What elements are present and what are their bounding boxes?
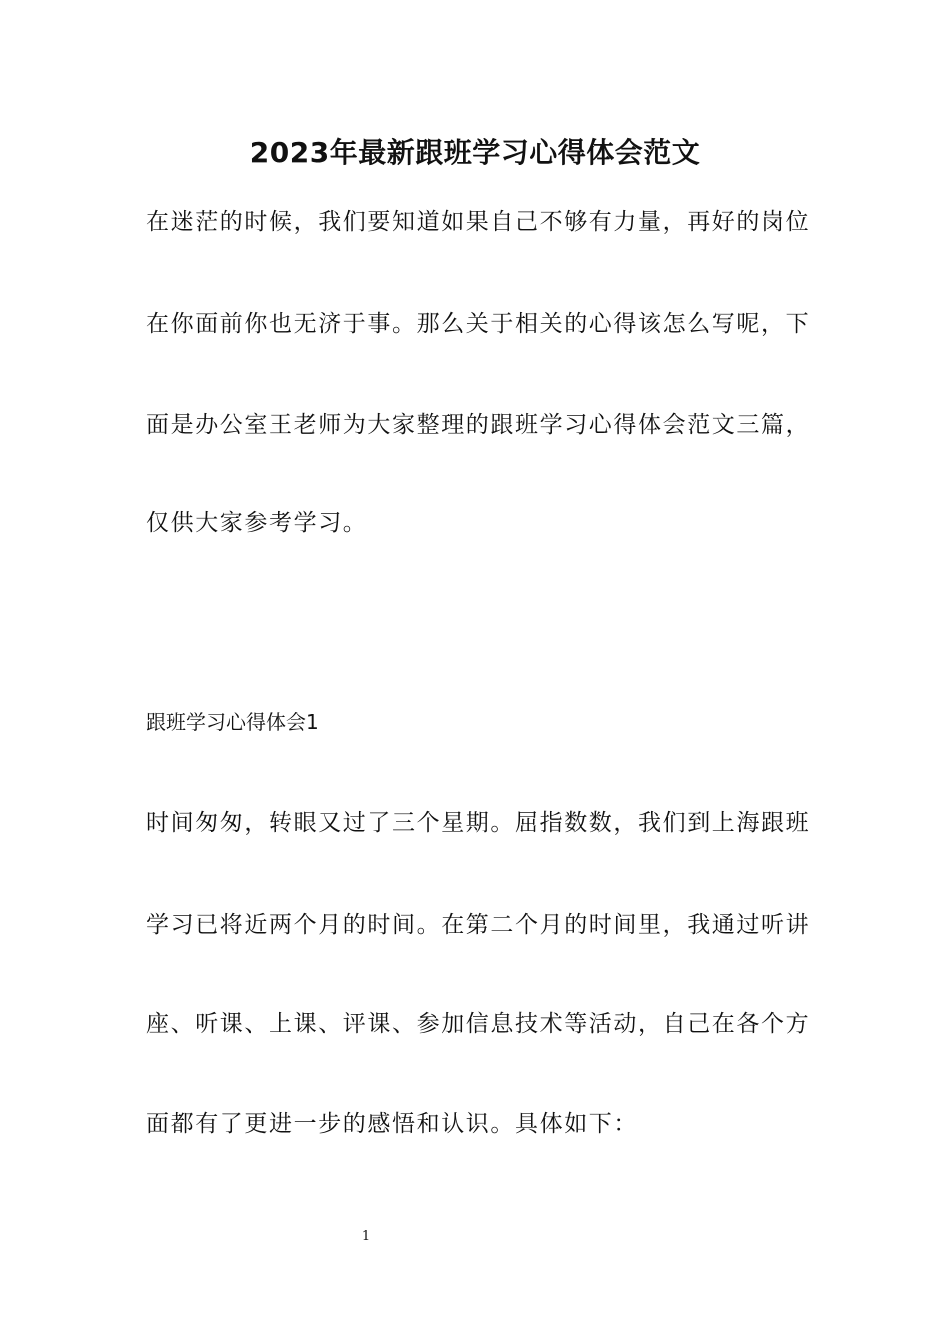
- body-line-3: 座、听课、上课、评课、参加信息技术等活动，自己在各个方: [146, 1011, 811, 1037]
- intro-line-2: 在你面前你也无济于事。那么关于相关的心得该怎么写呢，下: [146, 311, 811, 337]
- intro-line-3: 面是办公室王老师为大家整理的跟班学习心得体会范文三篇，: [146, 412, 811, 438]
- body-line-2: 学习已将近两个月的时间。在第二个月的时间里，我通过听讲: [146, 912, 811, 938]
- document-title: 2023年最新跟班学习心得体会范文: [249, 136, 701, 169]
- body-line-1: 时间匆匆，转眼又过了三个星期。屈指数数，我们到上海跟班: [146, 810, 811, 836]
- section-heading: 跟班学习心得体会1: [146, 710, 319, 734]
- intro-line-4: 仅供大家参考学习。: [146, 510, 368, 536]
- intro-line-1: 在迷茫的时候，我们要知道如果自己不够有力量，再好的岗位: [146, 209, 811, 235]
- body-line-4: 面都有了更进一步的感悟和认识。具体如下：: [146, 1111, 638, 1137]
- page-number: 1: [361, 1229, 371, 1244]
